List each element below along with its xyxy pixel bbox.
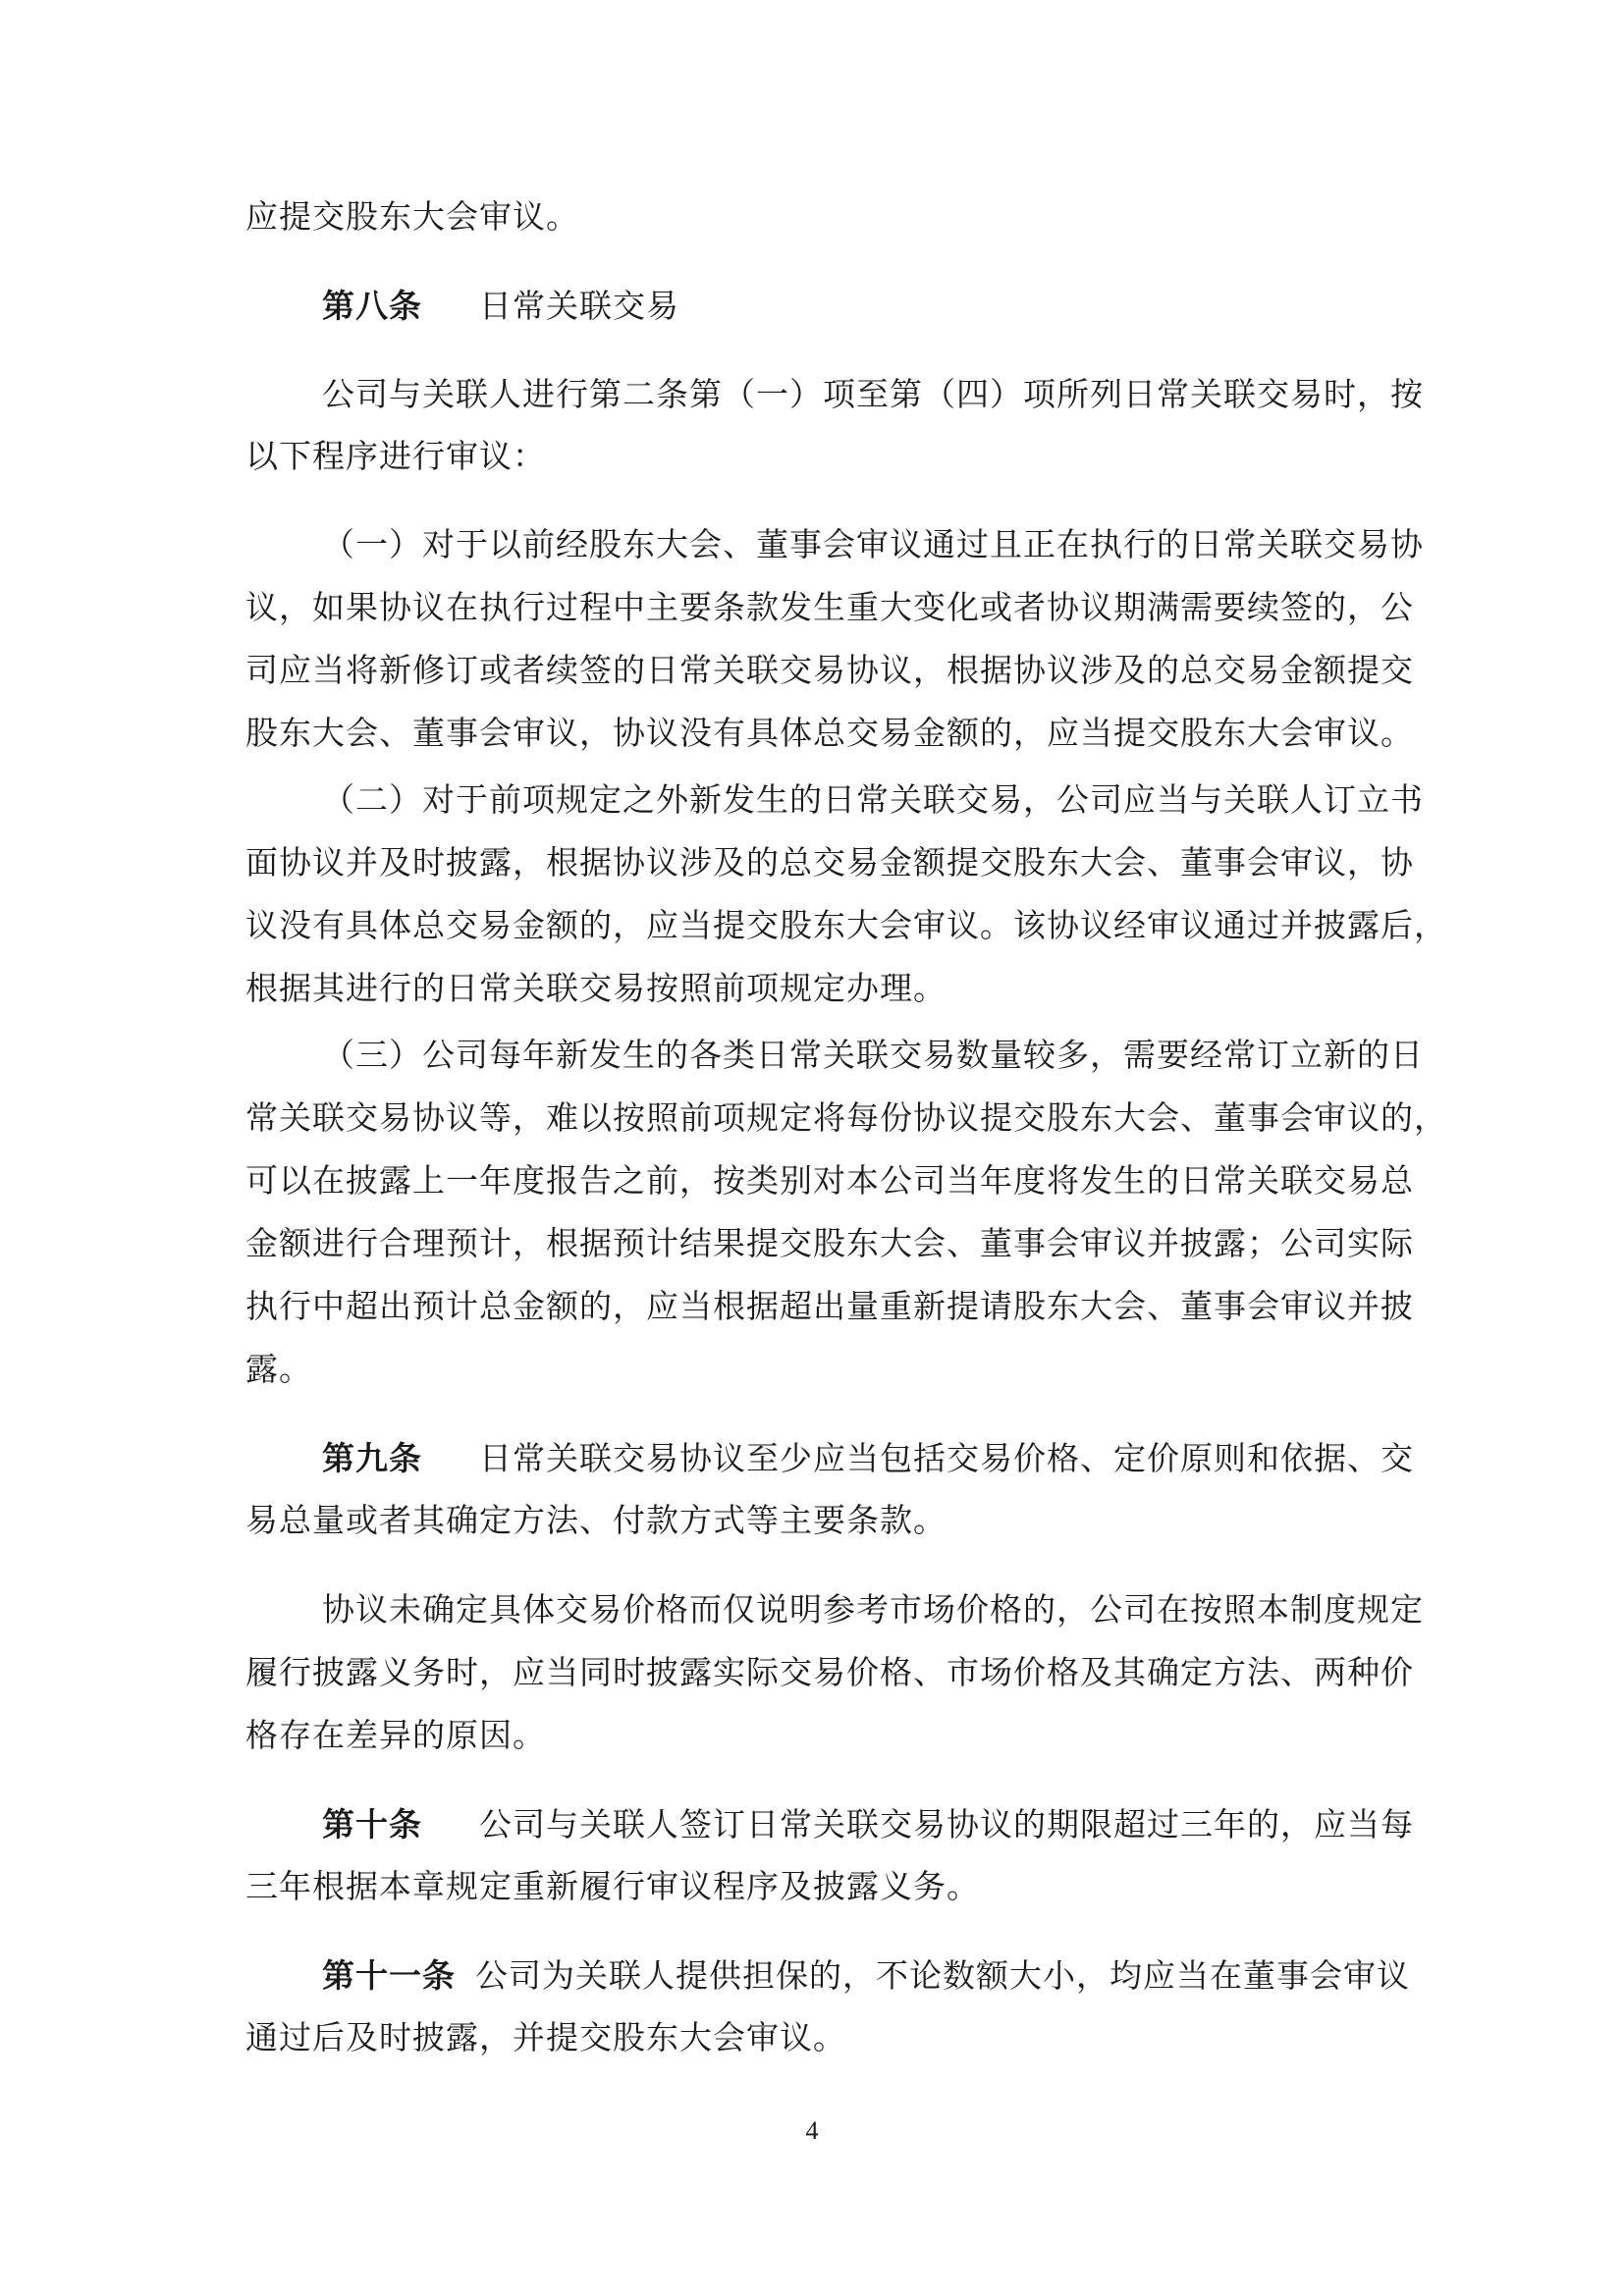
article-label: 第十一条 — [322, 1956, 456, 1995]
body-line: 履行披露义务时，应当同时披露实际交易价格、市场价格及其确定方法、两种价 — [245, 1653, 1414, 1691]
article-label: 第九条 — [322, 1439, 422, 1477]
body-line: 公司与关联人进行第二条第（一）项至第（四）项所列日常关联交易时，按 — [322, 375, 1424, 413]
body-line: 应提交股东大会审议。 — [245, 197, 579, 236]
body-line: 金额进行合理预计，根据预计结果提交股东大会、董事会审议并披露；公司实际 — [245, 1224, 1414, 1262]
body-line: （二）对于前项规定之外新发生的日常关联交易，公司应当与关联人订立书 — [322, 780, 1424, 819]
body-line: 格存在差异的原因。 — [245, 1716, 546, 1754]
article-11-heading — [322, 1954, 1410, 1998]
body-line: 以下程序进行审议： — [245, 437, 546, 475]
body-line: 常关联交易协议等，难以按照前项规定将每份协议提交股东大会、董事会审议的， — [245, 1098, 1447, 1137]
body-line: 议没有具体总交易金额的，应当提交股东大会审议。该协议经审议通过并披露后， — [245, 906, 1447, 944]
article-label: 第十条 — [322, 1805, 422, 1843]
body-line: 面协议并及时披露，根据协议涉及的总交易金额提交股东大会、董事会审议，协 — [245, 843, 1414, 881]
body-line: 易总量或者其确定方法、付款方式等主要条款。 — [245, 1501, 947, 1539]
article-title: 日常关联交易 — [479, 287, 679, 325]
article-text: 公司与关联人签订日常关联交易协议的期限超过三年的，应当每 — [479, 1805, 1414, 1843]
body-line: （三）公司每年新发生的各类日常关联交易数量较多，需要经常订立新的日 — [322, 1036, 1424, 1074]
body-line: 三年根据本章规定重新履行审议程序及披露义务。 — [245, 1867, 980, 1905]
page-number: 4 — [805, 2116, 819, 2145]
body-line: 议，如果协议在执行过程中主要条款发生重大变化或者协议期满需要续签的，公 — [245, 588, 1414, 626]
article-label: 第八条 — [322, 287, 422, 325]
body-line: （一）对于以前经股东大会、董事会审议通过且正在执行的日常关联交易协 — [322, 525, 1424, 563]
body-line: 协议未确定具体交易价格而仅说明参考市场价格的，公司在按照本制度规定 — [322, 1590, 1424, 1629]
body-line: 股东大会、董事会审议，协议没有具体总交易金额的，应当提交股东大会审议。 — [245, 714, 1414, 752]
article-10-heading — [322, 1803, 1414, 1846]
article-text: 公司为关联人提供担保的，不论数额大小，均应当在董事会审议 — [475, 1956, 1410, 1995]
body-line: 露。 — [245, 1350, 312, 1388]
body-line: 通过后及时披露，并提交股东大会审议。 — [245, 2018, 846, 2056]
article-8-heading — [322, 285, 679, 328]
body-line: 根据其进行的日常关联交易按照前项规定办理。 — [245, 969, 947, 1007]
article-9-heading — [322, 1437, 1414, 1480]
article-text: 日常关联交易协议至少应当包括交易价格、定价原则和依据、交 — [479, 1439, 1414, 1477]
body-line: 执行中超出预计总金额的，应当根据超出量重新提请股东大会、董事会审议并披 — [245, 1287, 1414, 1325]
body-line: 司应当将新修订或者续签的日常关联交易协议，根据协议涉及的总交易金额提交 — [245, 651, 1414, 689]
body-line: 可以在披露上一年度报告之前，按类别对本公司当年度将发生的日常关联交易总 — [245, 1161, 1414, 1200]
